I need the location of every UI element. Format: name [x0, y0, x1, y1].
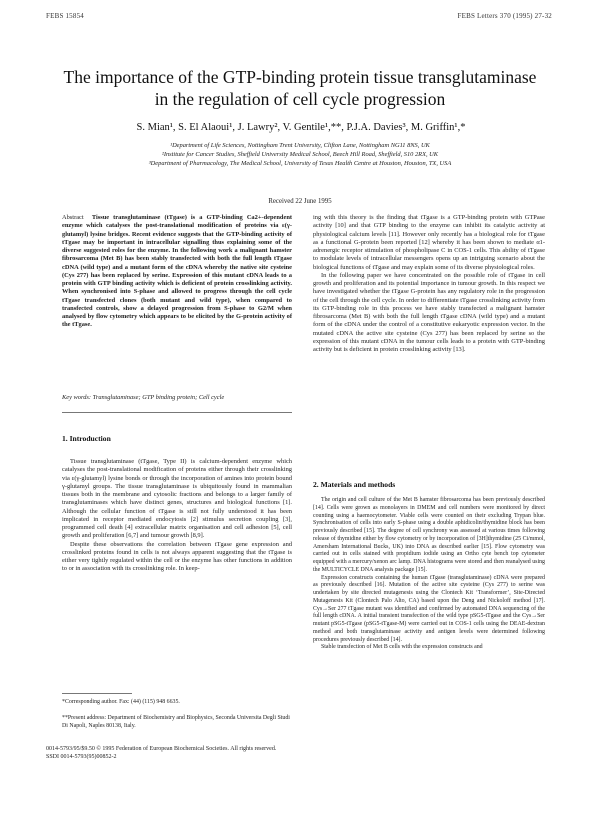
methods-body: [313, 497, 545, 652]
footnote-corresponding: *Corresponding author. Fax: (44) (115) 948 6635.: [62, 699, 180, 705]
introduction-heading: 1. Introduction: [62, 434, 111, 443]
paper-title: The importance of the GTP-binding protein tissue transglutaminase in the regulation of cell cycle progression: [63, 67, 537, 109]
keywords-text: Transglutaminase; GTP binding protein; Cell cycle: [92, 394, 225, 401]
footnote-rule: [62, 693, 132, 694]
present-address-text: Department of Biochemistry and Biophysics, Seconda Universita Degli Studi Di Napoli, Naples 80138, Italy.: [62, 715, 290, 729]
copyright-line: 0014-5793/95/$9.50 © 1995 Federation of European Biochemical Societies. All rights reserved.: [46, 746, 277, 752]
right-paragraph: ing with this theory is the finding that tTgase is a GTP-binding protein with GTPase activity [10] and that GTP binding to the enzyme can inhibit its catalytic activity at physiological calcium levels [11]. However only recently has a biological role for tTgase as a functional G-protein been reported [12] whereby it has been shown to mediate α1-adrenergic receptor stimulation of phospholipase C in COS-1 cells. This ability of tTgase to modulate levels of intracellular messengers opens up an intriguing scenario about the biological functions of tTgase and may explain some of its diverse physiological roles.: [313, 214, 545, 271]
author-list: S. Mian¹, S. El Alaoui¹, J. Lawry², V. Gentile¹,**, P.J.A. Davies³, M. Griffin¹,*: [136, 122, 466, 133]
copyright-block: [46, 746, 296, 761]
intro-paragraph: Despite these observations the correlation between tTgase gene expression and crosslinked proteins found in cells is not always apparent suggesting that the tTgase is either very tightly regulated within the cell or the enzyme has other functions in addition to or in association with its crosslinking role. In keep-: [62, 540, 292, 573]
methods-heading: 2. Materials and methods: [313, 480, 396, 489]
footnote-present-address: [62, 715, 292, 730]
right-column-text: [313, 214, 545, 354]
received-date: Received 22 June 1995: [268, 198, 332, 205]
methods-paragraph: The origin and cell culture of the Met B hamster fibrosarcoma has been previously described [14]. Cells were grown as monolayers in DMEM and cell numbers were monitored by direct counting using a haemocytometer. Viable cells were counted on their excluding Trypan blue. Synchronisation of cells into early S-phase using a double aphidicolin/thymidine block has been previously described [15]. The degree of cell synchrony was assessed at various times following release of thymidine either by flow cytometry or by incorporation of [3H]thymidine (25 Ci/mmol, Amersham International Bucks, UK) into DNA as described earlier [15]. Flow cytometry was carried out in cells stained with propidium iodide using an Ortho cyte bench top cytometer equipped with a mercury/xenon arc lamp. DNA histograms were stored and then reanalysed using the MULTICYCLE DNA analysis package [15].: [313, 497, 545, 573]
abstract-label: Abstract: [62, 214, 84, 221]
introduction-body: [62, 458, 292, 574]
right-paragraph: In the following paper we have concentrated on the possible role of tTgase in cell growth and proliferation and its potential importance in tumour growth. In this respect we have investigated whether the tTgase G-protein has any regulatory role in the progression of the cell through the cell cycle. In order to differentiate tTgase crosslinking activity from its GTP-binding role in this process we have stably transfected a malignant hamster fibrosarcoma (Met B) with both the full length tTgase cDNA (wild type) and a mutant form of the cDNA under the control of a constitutive eukaryotic expression vector. In the mutated cDNA the active site cysteine (Cys 277) has been replaced by serine so the expression of this mutant cDNA in the tumour cells leads to a protein with GTP-binding activity but is deficient in protein crosslinking activity [13].: [313, 271, 545, 353]
methods-paragraph: Stable transfection of Met B cells with the expression constructs and: [321, 644, 483, 651]
abstract-divider: [62, 412, 292, 413]
journal-code: FEBS 15854: [46, 12, 84, 20]
ssdi-line: SSDI 0014-5793(95)00852-2: [46, 753, 117, 760]
affiliation-2: ²Institute for Cancer Studies, Sheffield University Medical School, Beech Hill Road, Sheffield, S10 2RX, UK: [161, 151, 439, 158]
keywords-label: Key words:: [62, 394, 92, 401]
affiliation-1: ¹Department of Life Sciences, Nottingham Trent University, Clifton Lane, Nottingham NG11 8NS, UK: [170, 142, 430, 149]
intro-paragraph: Tissue transglutaminase (tTgase, Type II) is calcium-dependent enzyme which catalyses the post-translational modification of proteins either through their crosslinking via ε(γ-glutamyl) lysine bonds or through the incorporation of amines into protein bound γ-glutamyl groups. The tissue transglutaminase is ubiquitously found in mammalian tissues both in the membrane and cytosolic fractions and belongs to a larger family of transglutaminases which have distinct genes, structures and biological functions [1]. Although the cellular function of tTgase is still not fully understood it has been implicated in receptor mediated endocytosis [2] stimulus secretion coupling [3], programmed cell death [4] extracellular matrix organisation and cell adhesion [5], cell growth and proliferation [6,7] and tumour growth [8,9].: [62, 458, 292, 540]
journal-citation: FEBS Letters 370 (1995) 27-32: [457, 12, 552, 20]
abstract-text: Tissue transglutaminase (tTgase) is a GTP-binding Ca2+-dependent enzyme which catalyses the post-translational modification of proteins via ε(γ-glutamyl) lysine bridges. Recent evidence suggests that the GTP-binding activity of tTgase may be important in intracellular signalling thus explaining some of the diverse suggested roles for the enzyme. In the following work a malignant hamster fibrosarcoma (Met B) has been stably transfected with both the full length tTgase cDNA (wild type) and a mutant form of the cDNA whereby the native site cysteine (Cys 277) has been replaced by serine. Expression of this mutant cDNA leads to a protein with GTP binding activity which is deficient of protein crosslinking activity. When synchronised into S-phase and allowed to progress through the cell cycle tTgase transfected clones (both mutant and wild type), when compared to transfected controls, show a delayed progression from S-phase to G2/M when analysed by flow cytometry which appears to be elicited by the G-protein activity of the tTgase.: [62, 214, 292, 329]
present-address-label: **Present address:: [62, 715, 107, 721]
methods-paragraph: Expression constructs containing the human tTgase (transglutaminase) cDNA were prepared as previously described [16]. Mutation of the active site cysteine (Cys 277) to serine was undertaken by site directed mutagenesis using the Clontech Kit ‘Transformer’, Site-Directed Mutagenesis Kit (Clontech Palo Alto, CA) based upon the Deng and Nickoloff method [17]. Cys→Ser 277 tTgase mutant was identified and confirmed by automated DNA sequencing of the full length cDNA. A initial transient transfection of the wild type pSG5-tTgase and the Cys→Ser mutant pSG5-tTgase (pSG5-tTgase-M) were carried out in COS-1 cells using the DEAE-dextran method and both transglutaminase activity and antigen levels were determined following procedures previously described [14].: [313, 574, 545, 643]
affiliation-3: ³Department of Pharmacology, The Medical School, University of Texas Health Centre at Houston, Houston, TX, USA: [148, 160, 452, 167]
abstract: [62, 214, 292, 330]
keywords: [62, 394, 292, 402]
